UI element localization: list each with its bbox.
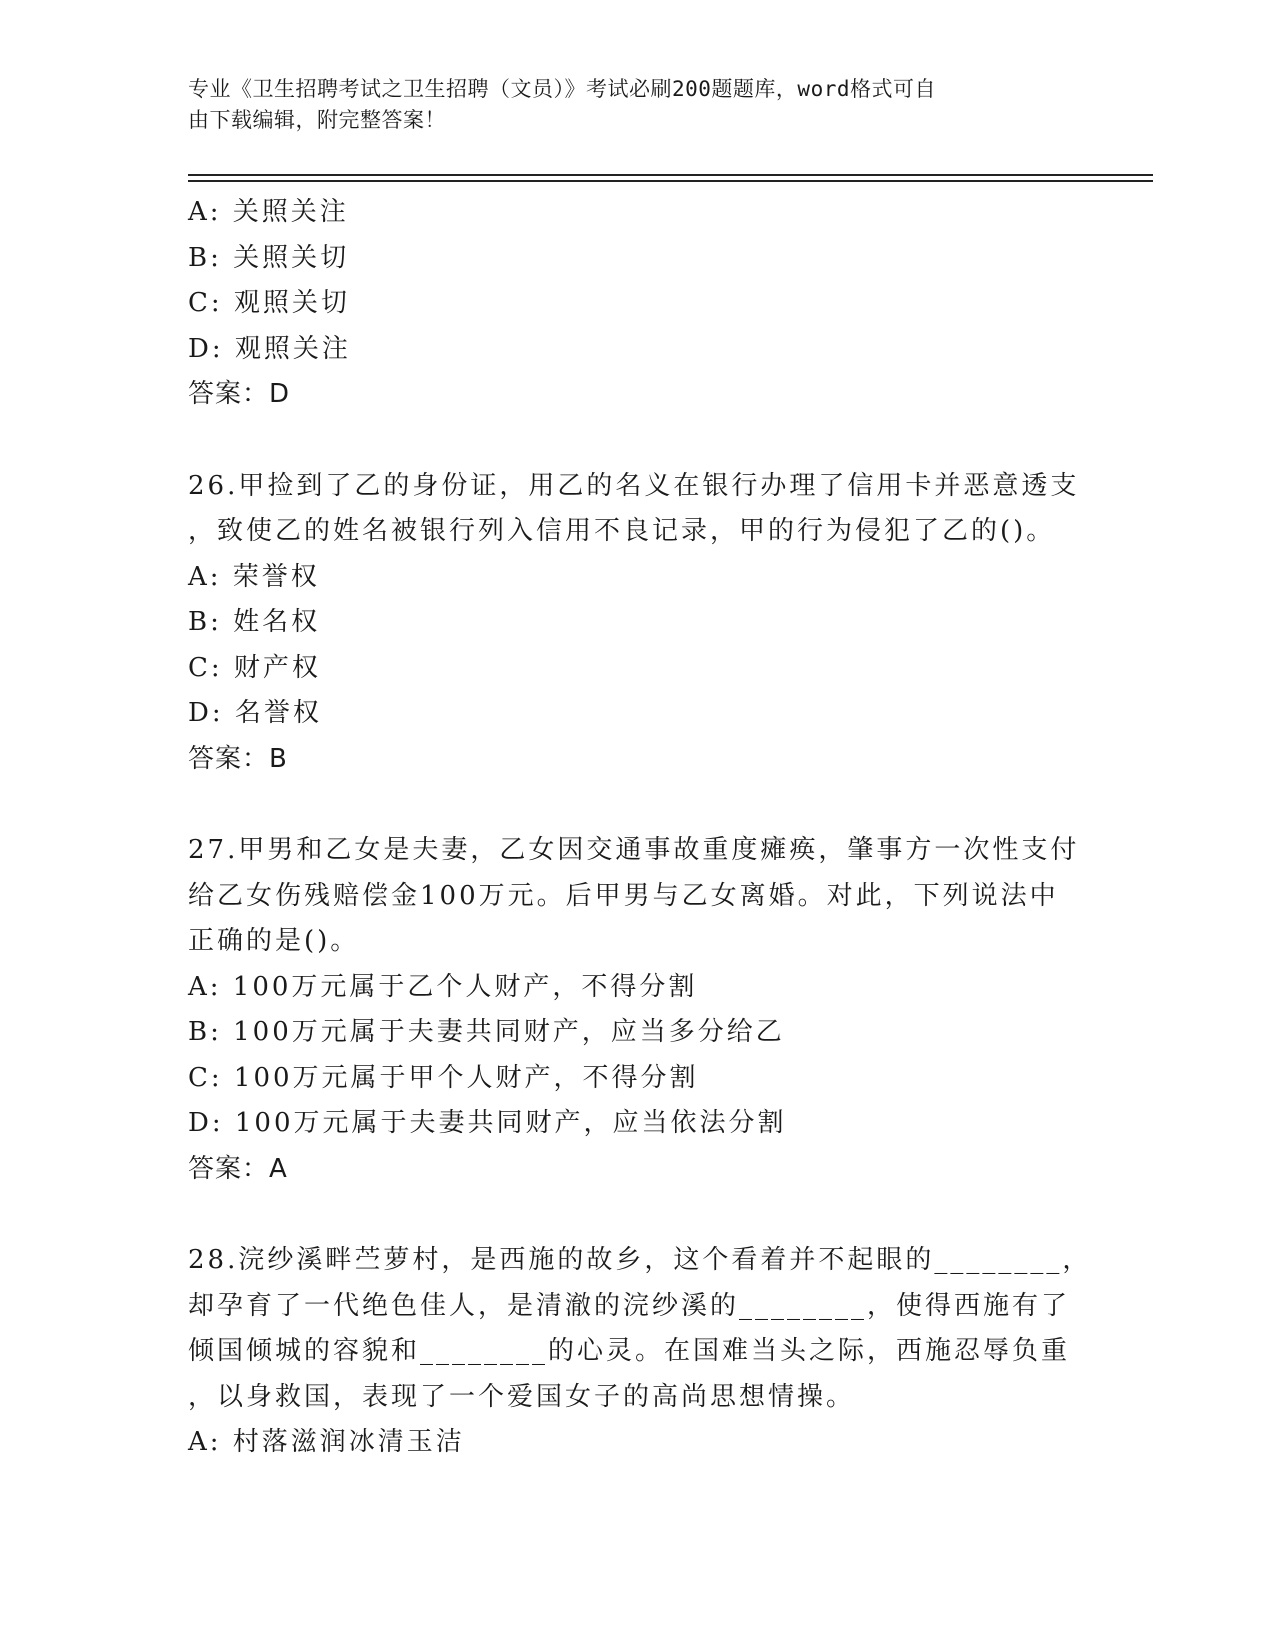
answer-label: 答案：A — [188, 1153, 288, 1184]
option-c: C: 观照关切 — [188, 288, 350, 318]
header-divider-bottom — [188, 180, 1153, 182]
question-stem-line: 26.甲捡到了乙的身份证，用乙的名义在银行办理了信用卡并恶意透支 — [188, 470, 1080, 501]
question-stem-line: 28.浣纱溪畔苎萝村，是西施的故乡，这个看着并不起眼的________， — [188, 1245, 1092, 1275]
option-b: B: 姓名权 — [188, 607, 321, 637]
question-stem-line: ，致使乙的姓名被银行列入信用不良记录，甲的行为侵犯了乙的()。 — [188, 516, 1056, 546]
question-stem-line: ，以身救国，表现了一个爱国女子的高尚思想情操。 — [188, 1381, 856, 1412]
question-28 — [188, 1238, 1092, 1466]
answer-label: 答案：D — [188, 379, 291, 409]
option-d: D: 观照关注 — [188, 333, 351, 364]
question-stem-line: 给乙女伤残赔偿金100万元。后甲男与乙女离婚。对此，下列说法中 — [188, 880, 1059, 911]
header-divider-top — [188, 174, 1153, 176]
header-line-1: 专业《卫生招聘考试之卫生招聘（文员）》考试必刷200题题库，word格式可自 — [188, 77, 936, 101]
question-stem-line: 倾国倾城的容貌和________的心灵。在国难当头之际，西施忍辱负重 — [188, 1336, 1071, 1366]
document-header — [188, 74, 1068, 136]
question-stem-line: 正确的是()。 — [188, 926, 360, 956]
question-26 — [188, 464, 1088, 783]
option-d: D: 名誉权 — [188, 698, 322, 728]
option-a: A: 100万元属于乙个人财产，不得分割 — [188, 971, 698, 1002]
option-a: A: 关照关注 — [188, 197, 349, 227]
question-25 — [188, 190, 1088, 418]
option-b: B: 关照关切 — [188, 242, 350, 273]
answer-label: 答案：B — [188, 743, 288, 774]
option-c: C: 100万元属于甲个人财产，不得分割 — [188, 1062, 699, 1093]
option-a: A: 村落滋润冰清玉洁 — [188, 1427, 465, 1457]
question-list — [188, 190, 1092, 1466]
question-stem-line: 27.甲男和乙女是夫妻，乙女因交通事故重度瘫痪，肇事方一次性支付 — [188, 835, 1080, 865]
option-a: A: 荣誉权 — [188, 561, 320, 592]
header-line-2: 由下载编辑，附完整答案！ — [188, 108, 446, 132]
question-27 — [188, 828, 1088, 1192]
option-d: D: 100万元属于夫妻共同财产，应当依法分割 — [188, 1108, 787, 1138]
question-stem-line: 却孕育了一代绝色佳人，是清澈的浣纱溪的________，使得西施有了 — [188, 1290, 1071, 1321]
option-b: B: 100万元属于夫妻共同财产，应当多分给乙 — [188, 1017, 785, 1047]
option-c: C: 财产权 — [188, 652, 321, 683]
